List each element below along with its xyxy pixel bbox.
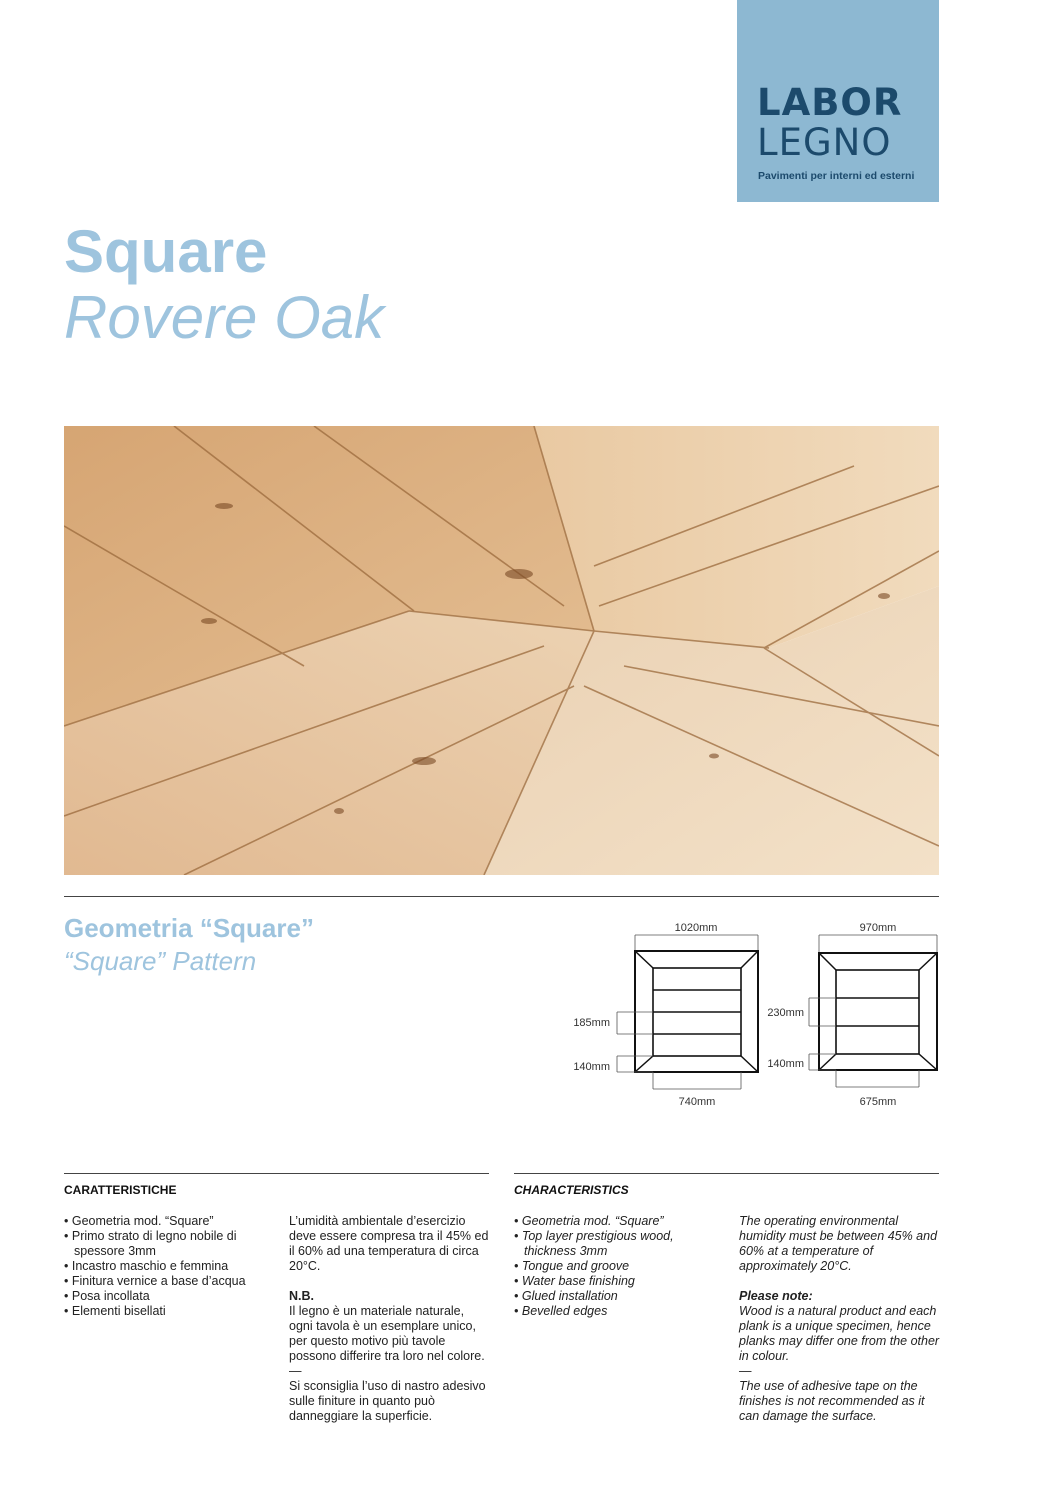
- list-item: • Posa incollata: [64, 1289, 150, 1303]
- left-plank-dim: 185mm: [573, 1017, 610, 1029]
- it-tape: Si sconsiglia l’uso di nastro adesivo sulle finiture in quanto può danneggiare la superficie.: [289, 1379, 486, 1423]
- product-title: Square: [64, 218, 268, 285]
- left-bottom-dim: 740mm: [678, 1096, 716, 1108]
- en-humidity: The operating environmental humidity must be between 45% and 60% at a temperature of approximately 20°C.: [739, 1214, 938, 1273]
- en-note-text: Wood is a natural product and each plank is a unique specimen, hence planks may differ one from the other in colour.: [739, 1304, 940, 1363]
- list-item: • Finitura vernice a base d’acqua: [64, 1274, 246, 1288]
- divider-it: [64, 1173, 489, 1174]
- it-nb-label: N.B.: [289, 1289, 314, 1303]
- logo-tagline: Pavimenti per interni ed esterni: [758, 170, 915, 182]
- geometry-subtitle: “Square” Pattern: [64, 946, 257, 976]
- en-tape: The use of adhesive tape on the finishes is not recommended as it can damage the surface.: [739, 1379, 925, 1423]
- list-item: • Geometria mod. “Square”: [64, 1214, 214, 1228]
- right-top-dim: 970mm: [859, 922, 897, 934]
- list-item: • Primo strato di legno nobile di spessore 3mm: [64, 1229, 237, 1258]
- it-humidity: L’umidità ambientale d’esercizio deve essere compresa tra il 45% ed il 60% ad una temperatura di circa 20°C.: [289, 1214, 489, 1273]
- list-item: • Bevelled edges: [514, 1304, 608, 1318]
- en-note-label: Please note:: [739, 1289, 813, 1303]
- it-notes: [289, 1214, 491, 1424]
- list-item: • Water base finishing: [514, 1274, 635, 1288]
- product-subtitle: Rovere Oak: [64, 284, 385, 351]
- logo-line-2: LEGNO: [757, 121, 892, 164]
- left-border-dim: 140mm: [573, 1061, 610, 1073]
- brand-logo: [737, 0, 939, 202]
- divider-en: [514, 1173, 939, 1174]
- it-features: [64, 1214, 264, 1319]
- right-border-dim: 140mm: [767, 1058, 804, 1070]
- right-plank-dim: 230mm: [767, 1007, 804, 1019]
- en-dash: —: [739, 1364, 752, 1378]
- right-pattern: [767, 922, 937, 1108]
- left-top-dim: 1020mm: [674, 922, 718, 934]
- it-nb-text: Il legno è un materiale naturale, ogni tavola è un esemplare unico, per questo motivo più tavole possono differire tra loro nel colore.: [289, 1304, 485, 1363]
- it-dash: —: [289, 1364, 302, 1378]
- left-pattern: [573, 922, 758, 1108]
- en-heading: CHARACTERISTICS: [514, 1183, 629, 1197]
- list-item: • Glued installation: [514, 1289, 618, 1303]
- divider-top: [64, 896, 939, 897]
- list-item: • Top layer prestigious wood, thickness 3mm: [514, 1229, 674, 1258]
- it-heading: CARATTERISTICHE: [64, 1183, 177, 1197]
- geometry-title: Geometria “Square”: [64, 913, 314, 943]
- pattern-diagram: [560, 915, 950, 1115]
- right-bottom-dim: 675mm: [859, 1096, 897, 1108]
- wood-floor-photo: [64, 426, 939, 875]
- en-notes: [739, 1214, 941, 1424]
- list-item: • Tongue and groove: [514, 1259, 630, 1273]
- list-item: • Incastro maschio e femmina: [64, 1259, 229, 1273]
- logo-line-1: LABOR: [757, 81, 903, 124]
- en-features: [514, 1214, 719, 1319]
- list-item: • Geometria mod. “Square”: [514, 1214, 664, 1228]
- list-item: • Elementi bisellati: [64, 1304, 166, 1318]
